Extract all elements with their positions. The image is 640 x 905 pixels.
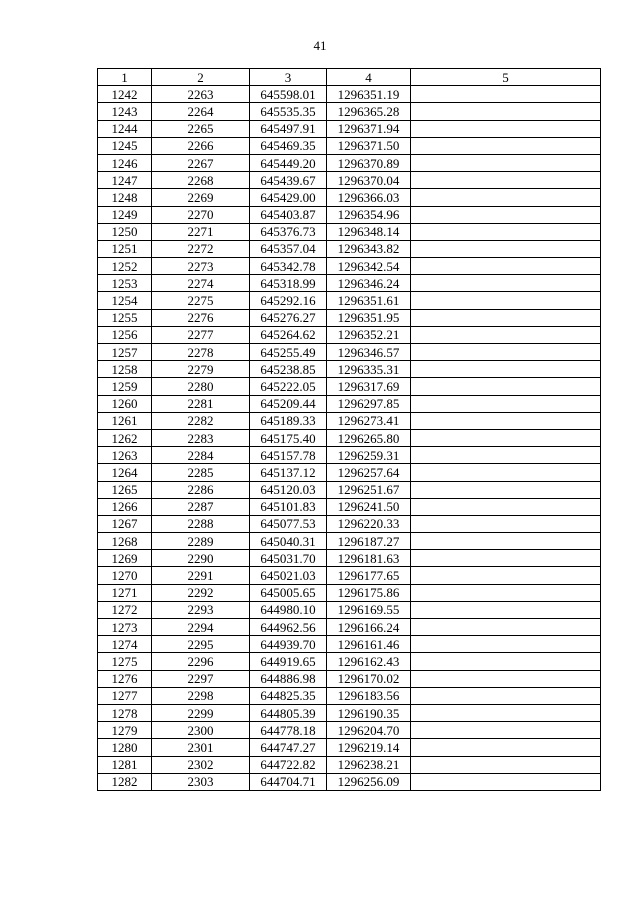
table-cell-col-5: [411, 172, 601, 189]
table-cell-col-5: [411, 395, 601, 412]
table-cell-col-2: 2267: [152, 154, 250, 171]
table-cell-col-4: 1296220.33: [327, 515, 411, 532]
table-cell-col-1: 1273: [98, 619, 152, 636]
table-cell-col-2: 2270: [152, 206, 250, 223]
table-cell-col-5: [411, 619, 601, 636]
table-cell-col-3: 644939.70: [250, 636, 327, 653]
table-cell-col-3: 645403.87: [250, 206, 327, 223]
table-row: [98, 395, 601, 412]
table-cell-col-2: 2290: [152, 550, 250, 567]
table-cell-col-5: [411, 601, 601, 618]
table-cell-col-1: 1256: [98, 326, 152, 343]
table-cell-col-3: 644747.27: [250, 739, 327, 756]
table-cell-col-3: 645318.99: [250, 275, 327, 292]
table-cell-col-1: 1271: [98, 584, 152, 601]
table-cell-col-1: 1266: [98, 498, 152, 515]
table-cell-col-5: [411, 756, 601, 773]
table-cell-col-3: 644886.98: [250, 670, 327, 687]
table-row: [98, 515, 601, 532]
table-row: [98, 550, 601, 567]
table-row: [98, 601, 601, 618]
table-cell-col-1: 1243: [98, 103, 152, 120]
table-cell-col-5: [411, 584, 601, 601]
table-cell-col-4: 1296204.70: [327, 722, 411, 739]
table-cell-col-2: 2299: [152, 704, 250, 721]
table-cell-col-3: 645429.00: [250, 189, 327, 206]
table-cell-col-2: 2280: [152, 378, 250, 395]
table-cell-col-5: [411, 326, 601, 343]
table-cell-col-3: 645357.04: [250, 240, 327, 257]
table-cell-col-4: 1296366.03: [327, 189, 411, 206]
table-row: [98, 326, 601, 343]
table-cell-col-5: [411, 223, 601, 240]
table-cell-col-3: 645005.65: [250, 584, 327, 601]
table-cell-col-5: [411, 344, 601, 361]
header-col-4: 4: [327, 69, 411, 86]
table-cell-col-4: 1296166.24: [327, 619, 411, 636]
table-cell-col-5: [411, 361, 601, 378]
table-cell-col-5: [411, 258, 601, 275]
table-cell-col-3: 645376.73: [250, 223, 327, 240]
table-row: [98, 498, 601, 515]
table-cell-col-4: 1296219.14: [327, 739, 411, 756]
table-cell-col-3: 645021.03: [250, 567, 327, 584]
table-cell-col-1: 1259: [98, 378, 152, 395]
table-cell-col-2: 2273: [152, 258, 250, 275]
table-cell-col-2: 2266: [152, 137, 250, 154]
table-cell-col-5: [411, 636, 601, 653]
table-cell-col-1: 1270: [98, 567, 152, 584]
table-cell-col-1: 1253: [98, 275, 152, 292]
table-cell-col-3: 645031.70: [250, 550, 327, 567]
table-cell-col-5: [411, 567, 601, 584]
table-cell-col-4: 1296273.41: [327, 412, 411, 429]
table-cell-col-2: 2293: [152, 601, 250, 618]
table-cell-col-1: 1246: [98, 154, 152, 171]
table-row: [98, 378, 601, 395]
table-row: [98, 567, 601, 584]
table-cell-col-4: 1296256.09: [327, 773, 411, 790]
table-cell-col-5: [411, 378, 601, 395]
table-cell-col-4: 1296371.50: [327, 137, 411, 154]
table-cell-col-3: 645469.35: [250, 137, 327, 154]
table-cell-col-3: 644919.65: [250, 653, 327, 670]
table-row: [98, 154, 601, 171]
table-cell-col-4: 1296365.28: [327, 103, 411, 120]
table-row: [98, 533, 601, 550]
table-row: [98, 189, 601, 206]
header-col-5: 5: [411, 69, 601, 86]
table-cell-col-3: 645077.53: [250, 515, 327, 532]
table-row: [98, 670, 601, 687]
table-cell-col-4: 1296371.94: [327, 120, 411, 137]
table-row: [98, 464, 601, 481]
table-cell-col-2: 2289: [152, 533, 250, 550]
table-cell-col-3: 644704.71: [250, 773, 327, 790]
table-cell-col-1: 1242: [98, 86, 152, 103]
table-cell-col-3: 645175.40: [250, 429, 327, 446]
table-cell-col-5: [411, 154, 601, 171]
table-cell-col-3: 644980.10: [250, 601, 327, 618]
table-cell-col-1: 1260: [98, 395, 152, 412]
table-cell-col-2: 2285: [152, 464, 250, 481]
table-cell-col-2: 2279: [152, 361, 250, 378]
header-col-2: 2: [152, 69, 250, 86]
table-cell-col-4: 1296162.43: [327, 653, 411, 670]
table-cell-col-4: 1296238.21: [327, 756, 411, 773]
table-cell-col-1: 1258: [98, 361, 152, 378]
table-row: [98, 206, 601, 223]
table-cell-col-3: 645449.20: [250, 154, 327, 171]
table-cell-col-1: 1249: [98, 206, 152, 223]
table-cell-col-5: [411, 103, 601, 120]
table-row: [98, 412, 601, 429]
table-cell-col-5: [411, 704, 601, 721]
table-cell-col-1: 1269: [98, 550, 152, 567]
table-cell-col-1: 1251: [98, 240, 152, 257]
table-cell-col-4: 1296370.04: [327, 172, 411, 189]
table-cell-col-5: [411, 515, 601, 532]
table-cell-col-5: [411, 464, 601, 481]
table-cell-col-1: 1255: [98, 309, 152, 326]
table-cell-col-3: 645497.91: [250, 120, 327, 137]
table-cell-col-5: [411, 275, 601, 292]
table-row: [98, 240, 601, 257]
table-cell-col-5: [411, 137, 601, 154]
table-cell-col-2: 2272: [152, 240, 250, 257]
table-cell-col-4: 1296348.14: [327, 223, 411, 240]
table-row: [98, 120, 601, 137]
table-cell-col-3: 645120.03: [250, 481, 327, 498]
table-cell-col-2: 2297: [152, 670, 250, 687]
table-cell-col-3: 645276.27: [250, 309, 327, 326]
table-cell-col-2: 2298: [152, 687, 250, 704]
table-row: [98, 687, 601, 704]
table-cell-col-4: 1296351.95: [327, 309, 411, 326]
table-cell-col-4: 1296352.21: [327, 326, 411, 343]
table-cell-col-5: [411, 429, 601, 446]
table-cell-col-5: [411, 120, 601, 137]
table-row: [98, 172, 601, 189]
table-row: [98, 344, 601, 361]
table-row: [98, 619, 601, 636]
table-cell-col-1: 1245: [98, 137, 152, 154]
table-cell-col-1: 1263: [98, 447, 152, 464]
table-cell-col-4: 1296251.67: [327, 481, 411, 498]
table-row: [98, 584, 601, 601]
table-cell-col-2: 2303: [152, 773, 250, 790]
table-cell-col-2: 2282: [152, 412, 250, 429]
table-cell-col-2: 2283: [152, 429, 250, 446]
table-cell-col-1: 1275: [98, 653, 152, 670]
table-cell-col-2: 2275: [152, 292, 250, 309]
header-col-1: 1: [98, 69, 152, 86]
table-cell-col-3: 645535.35: [250, 103, 327, 120]
table-row: [98, 223, 601, 240]
table-cell-col-4: 1296181.63: [327, 550, 411, 567]
table-cell-col-5: [411, 653, 601, 670]
table-cell-col-2: 2281: [152, 395, 250, 412]
table-cell-col-4: 1296317.69: [327, 378, 411, 395]
table-row: [98, 275, 601, 292]
table-row: [98, 361, 601, 378]
table-cell-col-2: 2264: [152, 103, 250, 120]
table-cell-col-3: 645238.85: [250, 361, 327, 378]
table-cell-col-2: 2301: [152, 739, 250, 756]
table-cell-col-2: 2302: [152, 756, 250, 773]
table-cell-col-3: 645209.44: [250, 395, 327, 412]
table-cell-col-3: 645439.67: [250, 172, 327, 189]
table-cell-col-4: 1296175.86: [327, 584, 411, 601]
table-cell-col-3: 644805.39: [250, 704, 327, 721]
table-cell-col-1: 1264: [98, 464, 152, 481]
table-cell-col-3: 644962.56: [250, 619, 327, 636]
table-cell-col-5: [411, 189, 601, 206]
table-row: [98, 292, 601, 309]
table-cell-col-1: 1279: [98, 722, 152, 739]
table-cell-col-4: 1296297.85: [327, 395, 411, 412]
table-cell-col-2: 2277: [152, 326, 250, 343]
table-cell-col-1: 1254: [98, 292, 152, 309]
table-cell-col-3: 645189.33: [250, 412, 327, 429]
table-cell-col-2: 2287: [152, 498, 250, 515]
table-cell-col-5: [411, 447, 601, 464]
table-cell-col-2: 2274: [152, 275, 250, 292]
table-cell-col-5: [411, 309, 601, 326]
table-cell-col-3: 644722.82: [250, 756, 327, 773]
table-row: [98, 447, 601, 464]
table-row: [98, 756, 601, 773]
table-cell-col-5: [411, 722, 601, 739]
table-cell-col-1: 1272: [98, 601, 152, 618]
table-cell-col-4: 1296161.46: [327, 636, 411, 653]
table-cell-col-3: 645292.16: [250, 292, 327, 309]
table-cell-col-3: 645222.05: [250, 378, 327, 395]
table-cell-col-2: 2296: [152, 653, 250, 670]
table-cell-col-3: 645101.83: [250, 498, 327, 515]
table-cell-col-5: [411, 687, 601, 704]
table-cell-col-4: 1296169.55: [327, 601, 411, 618]
table-row: [98, 429, 601, 446]
table-cell-col-1: 1282: [98, 773, 152, 790]
table-cell-col-2: 2268: [152, 172, 250, 189]
table-cell-col-3: 644778.18: [250, 722, 327, 739]
table-cell-col-1: 1267: [98, 515, 152, 532]
table-cell-col-1: 1268: [98, 533, 152, 550]
table-cell-col-1: 1277: [98, 687, 152, 704]
table-row: [98, 636, 601, 653]
table-body: [98, 86, 601, 791]
table-cell-col-4: 1296343.82: [327, 240, 411, 257]
table-cell-col-4: 1296170.02: [327, 670, 411, 687]
table-cell-col-2: 2294: [152, 619, 250, 636]
table-cell-col-4: 1296351.19: [327, 86, 411, 103]
table-cell-col-2: 2300: [152, 722, 250, 739]
table-cell-col-4: 1296354.96: [327, 206, 411, 223]
table-cell-col-4: 1296257.64: [327, 464, 411, 481]
table-cell-col-5: [411, 773, 601, 790]
table-cell-col-4: 1296183.56: [327, 687, 411, 704]
table-cell-col-2: 2276: [152, 309, 250, 326]
table-row: [98, 258, 601, 275]
table-cell-col-4: 1296265.80: [327, 429, 411, 446]
table-cell-col-4: 1296190.35: [327, 704, 411, 721]
table-header-row: [98, 69, 601, 86]
table-cell-col-4: 1296335.31: [327, 361, 411, 378]
table-cell-col-1: 1257: [98, 344, 152, 361]
table-cell-col-4: 1296177.65: [327, 567, 411, 584]
table-cell-col-2: 2265: [152, 120, 250, 137]
table-cell-col-1: 1244: [98, 120, 152, 137]
table-cell-col-2: 2284: [152, 447, 250, 464]
table-cell-col-2: 2269: [152, 189, 250, 206]
table-row: [98, 739, 601, 756]
table-cell-col-5: [411, 739, 601, 756]
table-row: [98, 722, 601, 739]
table-cell-col-5: [411, 292, 601, 309]
table-row: [98, 773, 601, 790]
table-row: [98, 86, 601, 103]
table-cell-col-3: 644825.35: [250, 687, 327, 704]
table-row: [98, 309, 601, 326]
table-cell-col-1: 1278: [98, 704, 152, 721]
table-cell-col-5: [411, 412, 601, 429]
coordinates-table: [97, 68, 601, 791]
table-cell-col-2: 2286: [152, 481, 250, 498]
table-cell-col-4: 1296370.89: [327, 154, 411, 171]
table-cell-col-2: 2278: [152, 344, 250, 361]
table-cell-col-1: 1281: [98, 756, 152, 773]
table-cell-col-1: 1250: [98, 223, 152, 240]
table-cell-col-3: 645255.49: [250, 344, 327, 361]
table-cell-col-3: 645342.78: [250, 258, 327, 275]
table-cell-col-4: 1296187.27: [327, 533, 411, 550]
table-row: [98, 704, 601, 721]
table-cell-col-2: 2271: [152, 223, 250, 240]
table-cell-col-5: [411, 670, 601, 687]
table-cell-col-5: [411, 86, 601, 103]
table-cell-col-3: 645264.62: [250, 326, 327, 343]
table-cell-col-4: 1296351.61: [327, 292, 411, 309]
table-cell-col-2: 2291: [152, 567, 250, 584]
page-number: 41: [313, 38, 327, 53]
table-cell-col-1: 1262: [98, 429, 152, 446]
table-cell-col-3: 645040.31: [250, 533, 327, 550]
table-cell-col-1: 1280: [98, 739, 152, 756]
table-cell-col-5: [411, 533, 601, 550]
table-cell-col-4: 1296241.50: [327, 498, 411, 515]
table-row: [98, 653, 601, 670]
header-col-3: 3: [250, 69, 327, 86]
table-cell-col-4: 1296342.54: [327, 258, 411, 275]
table-cell-col-1: 1276: [98, 670, 152, 687]
table-cell-col-5: [411, 481, 601, 498]
table-cell-col-1: 1248: [98, 189, 152, 206]
table-cell-col-4: 1296346.24: [327, 275, 411, 292]
table-cell-col-4: 1296346.57: [327, 344, 411, 361]
table-cell-col-1: 1265: [98, 481, 152, 498]
table-cell-col-3: 645598.01: [250, 86, 327, 103]
table-cell-col-3: 645157.78: [250, 447, 327, 464]
table-cell-col-1: 1261: [98, 412, 152, 429]
table-cell-col-2: 2292: [152, 584, 250, 601]
table-cell-col-5: [411, 550, 601, 567]
table-cell-col-5: [411, 206, 601, 223]
table-cell-col-1: 1252: [98, 258, 152, 275]
table-cell-col-5: [411, 240, 601, 257]
table-cell-col-2: 2295: [152, 636, 250, 653]
table-cell-col-1: 1247: [98, 172, 152, 189]
table-row: [98, 481, 601, 498]
table-cell-col-2: 2263: [152, 86, 250, 103]
table-cell-col-5: [411, 498, 601, 515]
table-cell-col-1: 1274: [98, 636, 152, 653]
table-row: [98, 103, 601, 120]
table-cell-col-3: 645137.12: [250, 464, 327, 481]
table-cell-col-2: 2288: [152, 515, 250, 532]
table-row: [98, 137, 601, 154]
table-cell-col-4: 1296259.31: [327, 447, 411, 464]
